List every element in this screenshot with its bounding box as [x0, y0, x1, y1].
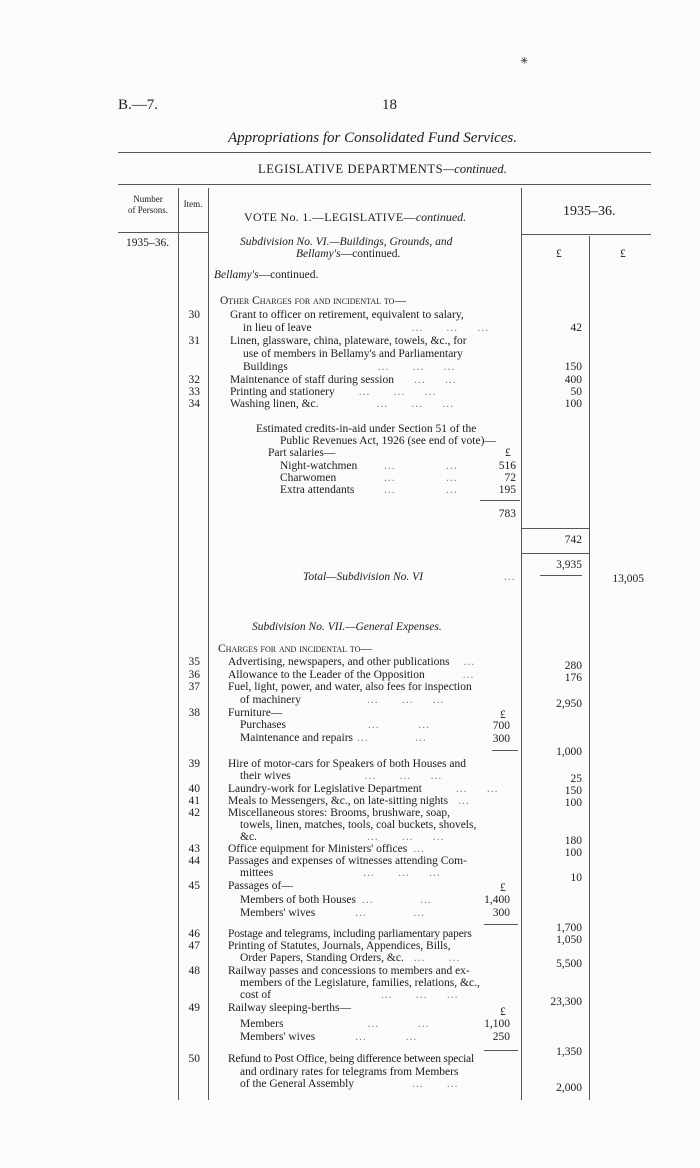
item-text: in lieu of leave ... ... ... [243, 322, 490, 334]
sub-item-text: Members' wives ... ... [240, 1031, 418, 1043]
amount: 2,950 [556, 698, 582, 710]
item-number: 35 [188, 656, 200, 668]
item-text: Postage and telegrams, including parliamentary papers [228, 928, 472, 940]
column-rule [208, 188, 209, 1100]
item-text: of the General Assembly ... ... [240, 1078, 459, 1090]
item-text: Grant to officer on retirement, equivalent to salary, [230, 309, 464, 321]
leader-dots: ... ... [384, 460, 458, 472]
pound-sign: £ [500, 882, 506, 894]
page-number: 18 [382, 97, 397, 113]
item-text: Refund to Post Office, being difference between special [228, 1053, 474, 1065]
sub-item-amount: 250 [492, 1031, 510, 1043]
column-rule [178, 188, 179, 1100]
item-text: their wives ... ... ... [240, 770, 443, 782]
pound-sign: £ [500, 1006, 506, 1018]
amount: 100 [564, 847, 582, 859]
amount: 1,700 [556, 922, 582, 934]
item-text: and ordinary rates for telegrams from Members [240, 1066, 459, 1078]
pound-sign: £ [556, 248, 562, 260]
item-number: 36 [188, 669, 200, 681]
amount: 42 [570, 322, 582, 334]
subtotal: 742 [564, 534, 582, 546]
rule [480, 500, 520, 501]
rule [521, 234, 651, 235]
pound-sign: £ [500, 709, 506, 721]
amount: 100 [564, 797, 582, 809]
amount: 2,000 [556, 1082, 582, 1094]
item-text: Passages of— [228, 880, 293, 892]
credits-text: Public Revenues Act, 1926 (see end of vote)— [280, 435, 496, 447]
credit-amount: 195 [498, 484, 516, 496]
item-number: 30 [188, 309, 200, 321]
leader-dots: ... ... [384, 484, 458, 496]
column-rule [589, 236, 590, 1100]
item-text: towels, linen, matches, tools, coal buckets, shovels, [240, 819, 477, 831]
rule [484, 1050, 518, 1051]
item-text: Printing and stationery ... ... ... [230, 386, 437, 398]
print-mark: ✳ [520, 56, 529, 67]
document-reference: B.—7. [118, 97, 159, 113]
item-number: 46 [188, 928, 200, 940]
amount: 150 [564, 785, 582, 797]
item-text: Office equipment for Ministers' offices ... [228, 843, 425, 855]
item-number: 38 [188, 707, 200, 719]
item-number: 47 [188, 940, 200, 952]
item-text: Advertising, newspapers, and other publications ... [228, 656, 476, 668]
charges-heading: Other Charges for and incidental to— [220, 295, 406, 307]
item-text: Fuel, light, power, and water, also fees for inspection [228, 681, 472, 693]
rule [492, 750, 518, 751]
sub-item-amount: 1,400 [484, 894, 510, 906]
amount: 1,050 [556, 934, 582, 946]
item-text: Passages and expenses of witnesses attending Com- [228, 855, 467, 867]
item-text: Order Papers, Standing Orders, &c. ... ... [240, 952, 461, 964]
item-number: 50 [188, 1053, 200, 1065]
item-text: mittees ... ... ... [240, 867, 441, 879]
amount: 10 [570, 872, 582, 884]
item-number: 44 [188, 855, 200, 867]
item-text: Railway sleeping-berths— [228, 1002, 351, 1014]
rule [118, 232, 208, 233]
sub-item-amount: 700 [492, 720, 510, 732]
amount: 25 [570, 773, 582, 785]
item-number: 48 [188, 965, 200, 977]
amount: 100 [564, 398, 582, 410]
item-text: cost of ... ... ... [240, 989, 459, 1001]
item-text: Washing linen, &c. ... ... ... [230, 398, 455, 410]
item-text: Printing of Statutes, Journals, Appendices, Bills, [228, 940, 451, 952]
vote-title: VOTE No. 1.—LEGISLATIVE—continued. [244, 210, 467, 224]
item-text: Hire of motor-cars for Speakers of both Houses and [228, 758, 467, 770]
item-text: of machinery ... ... ... [240, 694, 445, 706]
total-label: Total—Subdivision No. VI [303, 571, 424, 583]
item-text: Laundry-work for Legislative Department ... ... [228, 783, 499, 795]
credits-text: Part salaries— [268, 447, 336, 459]
item-number: 37 [188, 681, 200, 693]
amount: 1,350 [556, 1046, 582, 1058]
amount: 180 [564, 835, 582, 847]
sub-item-amount: 300 [492, 733, 510, 745]
column-header-persons: Number of Persons. [128, 194, 168, 215]
sub-item-text: Members of both Houses ... ... [240, 894, 432, 906]
item-number: 31 [188, 335, 200, 347]
amount: 50 [570, 386, 582, 398]
item-number: 39 [188, 758, 200, 770]
item-text: &c. ... ... ... [240, 831, 445, 843]
sub-item-amount: 1,100 [484, 1018, 510, 1030]
amount: 150 [564, 361, 582, 373]
pound-sign: £ [620, 248, 626, 260]
leader-dots: ... ... [384, 472, 458, 484]
sub-item-text: Members' wives ... ... [240, 907, 425, 919]
amount: 280 [564, 660, 582, 672]
credit-label: Extra attendants [280, 484, 355, 496]
year-header: 1935–36. [563, 204, 616, 219]
rule [118, 152, 651, 153]
rule [484, 924, 518, 925]
item-text: Meals to Messengers, &c., on late-sitting nights ... [228, 795, 470, 807]
amount: 176 [564, 672, 582, 684]
sub-item-text: Members ... ... [240, 1018, 430, 1030]
subdivision-heading: Subdivision No. VII.—General Expenses. [252, 621, 442, 633]
amount: 5,500 [556, 958, 582, 970]
item-number: 49 [188, 1002, 200, 1014]
amount: 1,000 [556, 746, 582, 758]
item-number: 42 [188, 807, 200, 819]
item-number: 45 [188, 880, 200, 892]
rule [118, 184, 651, 185]
pound-sign: £ [505, 447, 511, 459]
amount: 23,300 [550, 996, 582, 1008]
sub-item-amount: 300 [492, 907, 510, 919]
amount: 400 [564, 374, 582, 386]
item-text: members of the Legislature, families, relations, &c., [240, 977, 480, 989]
subdivision-heading: Subdivision No. VI.—Buildings, Grounds, and [240, 236, 453, 248]
item-text: Furniture— [228, 707, 283, 719]
item-number: 32 [188, 374, 200, 386]
page-title: Appropriations for Consolidated Fund Services. [228, 130, 518, 146]
total-amount: 3,935 [556, 559, 582, 571]
column-header-item: Item. [183, 199, 203, 209]
credits-text: Estimated credits-in-aid under Section 51 of the [256, 423, 477, 435]
credit-amount: 72 [504, 472, 516, 484]
rule [521, 528, 589, 529]
item-number: 40 [188, 783, 200, 795]
item-text: Maintenance of staff during session ... ... [230, 374, 457, 386]
subdivision-heading: Bellamy's—continued. [296, 248, 401, 260]
section-title: LEGISLATIVE DEPARTMENTS—continued. [258, 162, 507, 176]
item-text: Buildings ... ... ... [243, 361, 456, 373]
rule [540, 575, 582, 576]
sub-item-text: Purchases ... ... [240, 719, 430, 731]
column-rule [521, 188, 522, 1100]
leader-dots: ... [504, 571, 516, 583]
item-number: 33 [188, 386, 200, 398]
credits-total: 783 [498, 508, 516, 520]
item-text: Linen, glassware, china, plateware, towels, &c., for [230, 335, 467, 347]
charges-heading: Charges for and incidental to— [218, 643, 372, 655]
total-amount: 13,005 [612, 573, 644, 585]
item-number: 43 [188, 843, 200, 855]
persons-year: 1935–36. [126, 237, 170, 249]
group-heading: Bellamy's—continued. [214, 269, 319, 281]
item-number: 41 [188, 795, 200, 807]
item-text: use of members in Bellamy's and Parliamentary [243, 348, 463, 360]
sub-item-text: Maintenance and repairs ... ... [240, 732, 427, 744]
item-number: 34 [188, 398, 200, 410]
credit-label: Charwomen [280, 472, 337, 484]
item-text: Allowance to the Leader of the Opposition ... [228, 669, 475, 681]
item-text: Miscellaneous stores: Brooms, brushware, soap, [228, 807, 450, 819]
rule [521, 553, 589, 554]
credit-amount: 516 [498, 460, 516, 472]
credit-label: Night-watchmen [280, 460, 358, 472]
item-text: Railway passes and concessions to members and ex- [228, 965, 470, 977]
